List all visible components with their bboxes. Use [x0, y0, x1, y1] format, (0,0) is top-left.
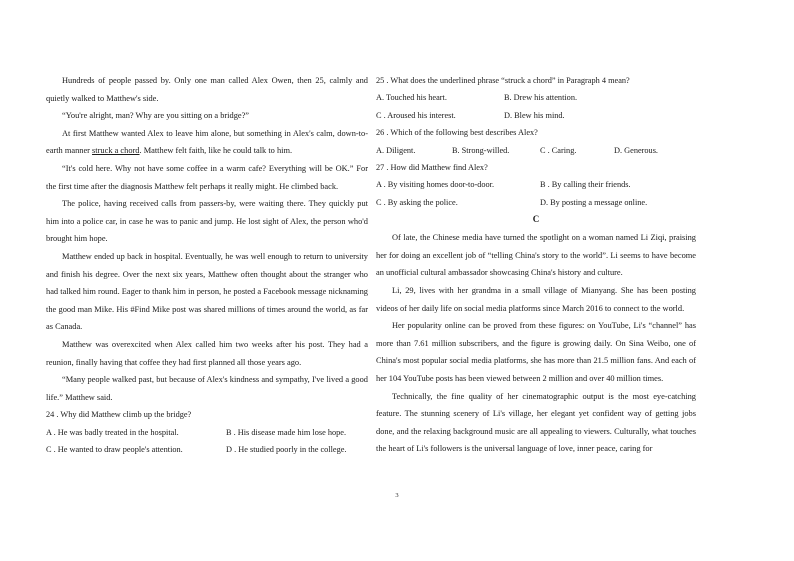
options-row	[376, 176, 696, 193]
option-c[interactable]: C . Aroused his interest.	[376, 110, 456, 120]
paragraph: Her popularity online can be proved from these figures: on YouTube, Li's “channel” has more than 7.61 million subscribers, and the figure is growing daily. On Sina Weibo, one of China's most popular social media platforms, she has more than 21.5 million fans. And each of her 104 YouTube posts has been viewed between 2 million and over 40 million times.	[376, 321, 696, 383]
options-row	[376, 194, 696, 211]
paragraph: Technically, the fine quality of her cinematographic output is the most eye-catching feature. The stunning scenery of Li's village, her elegant yet confident way of getting jobs done, and the relaxing background music are all appealing to viewers. Culturally, what touches the heart of Li's followers is the universal language of love, inner peace, caring for	[376, 391, 696, 454]
options-row	[376, 142, 696, 159]
options-row	[376, 89, 696, 106]
question-25: 25 . What does the underlined phrase “struck a chord” in Paragraph 4 mean?	[376, 76, 630, 85]
option-b[interactable]: B. Drew his attention.	[504, 93, 578, 103]
paragraph: Of late, the Chinese media have turned the spotlight on a woman named Li Ziqi, praising her for doing an excellent job of “telling China's story to the world”. Li seems to have become an unofficial cultural ambassador showcasing China's history and culture.	[376, 233, 696, 278]
paragraph: The police, having received calls from passers-by, were waiting there. They quickly put him into a police car, in case he was to panic and jump. He lost sight of Alex, the person who'd brought him hope.	[46, 199, 368, 244]
option-d[interactable]: D. By posting a message online.	[540, 197, 648, 207]
section-heading: C	[532, 214, 540, 225]
question-27: 27 . How did Matthew find Alex?	[376, 163, 488, 173]
options-row	[376, 107, 696, 124]
option-d[interactable]: D. Blew his mind.	[504, 110, 565, 120]
paragraph: “It's cold here. Why not have some coffee in a warm cafe? Everything will be OK.” For the first time after the diagnosis Matthew felt perhaps it really might. He climbed back.	[46, 163, 368, 191]
text-span: . Matthew felt faith, like he could talk to him.	[139, 146, 293, 156]
paragraph: Matthew ended up back in hospital. Eventually, he was well enough to return to university and finish his degree. Over the next six years, Matthew often thought about the stranger who had talked him round. Eager to thank him in person, he posted a Facebook message nicknaming the good man Mike. His #Find Mike post was shared millions of times around the world, as far as Canada.	[46, 251, 368, 332]
option-c[interactable]: C . By asking the police.	[376, 197, 458, 207]
option-d[interactable]: D . He studied poorly in the college.	[226, 445, 347, 455]
option-b[interactable]: B. Strong-willed.	[452, 145, 510, 155]
option-c[interactable]: C . Caring.	[540, 145, 577, 155]
option-a[interactable]: A . He was badly treated in the hospital.	[46, 427, 179, 437]
paragraph: Li, 29, lives with her grandma in a small village of Mianyang. She has been posting videos of her daily life on social media platforms since March 2016 to connect to the world.	[376, 286, 696, 313]
paragraph: Hundreds of people passed by. Only one man called Alex Owen, then 25, calmly and quietly walked to Matthew's side.	[46, 76, 368, 103]
page-number: 3	[395, 492, 399, 499]
options-row	[46, 441, 368, 458]
option-d[interactable]: D. Generous.	[614, 145, 659, 155]
option-a[interactable]: A. Touched his heart.	[376, 93, 447, 103]
option-c[interactable]: C . He wanted to draw people's attention.	[46, 445, 183, 455]
question-26: 26 . Which of the following best describes Alex?	[376, 128, 538, 138]
left-column	[46, 72, 368, 459]
option-b[interactable]: B . His disease made him lose hope.	[226, 427, 347, 437]
paragraph: “Many people walked past, but because of Alex's kindness and sympathy, I've lived a good life.” Matthew said.	[46, 375, 368, 402]
paragraph: “You're alright, man? Why are you sitting on a bridge?”	[62, 111, 250, 121]
option-a[interactable]: A. Diligent.	[376, 145, 416, 155]
text-span: At first Matthew wanted Alex to leave him alone, but something in Alex's calm, down-to-earth manner	[46, 128, 368, 156]
option-a[interactable]: A . By visiting homes door-to-door.	[376, 180, 495, 190]
right-column	[376, 72, 696, 458]
underlined-phrase: struck a chord	[92, 146, 140, 156]
paragraph: Matthew was overexcited when Alex called him two weeks after his post. They had a reunion, finally having that coffee they had first planned all those years ago.	[46, 339, 368, 367]
paragraph	[46, 125, 368, 160]
options-row	[46, 424, 368, 441]
option-b[interactable]: B . By calling their friends.	[540, 180, 631, 190]
question-24: 24 . Why did Matthew climb up the bridge?	[46, 410, 192, 420]
